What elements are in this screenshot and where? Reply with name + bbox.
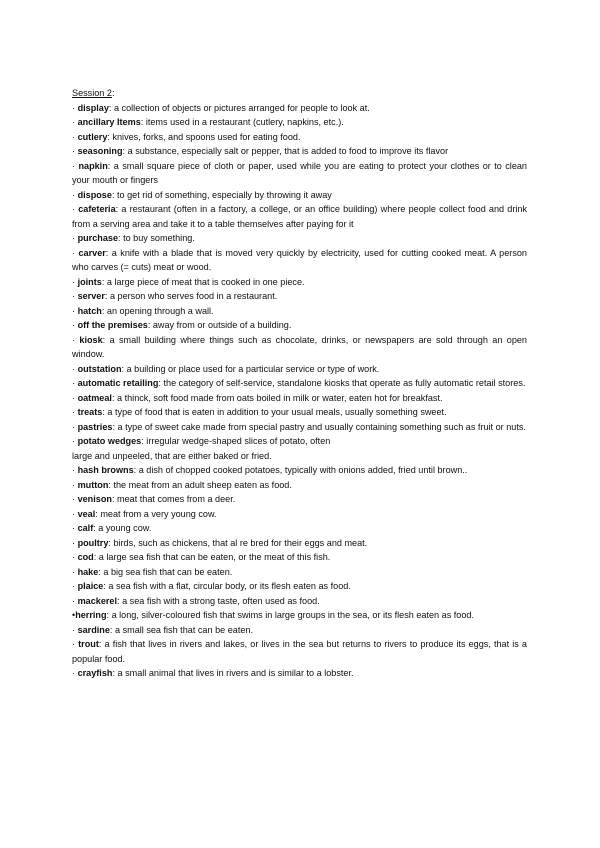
glossary-entry	[72, 507, 527, 522]
entry-definition: a restaurant (often in a factory, a college, or an office building) where people collect food and drink from a serving area and take it to a table themselves after paying for it	[72, 204, 527, 229]
glossary-entry	[72, 434, 527, 449]
entry-bullet: ·	[72, 291, 78, 301]
entry-definition: birds, such as chickens, that al re bred for their eggs and meat.	[113, 537, 368, 548]
entry-bullet: ·	[72, 639, 79, 649]
glossary-entry	[72, 405, 527, 420]
entry-definition: a building or place used for a particular service or type of work.	[126, 363, 380, 374]
entry-bullet: ·	[72, 233, 78, 243]
entry-separator: :	[141, 436, 147, 446]
entry-separator: :	[102, 334, 110, 345]
entry-term: cod	[77, 552, 94, 562]
entry-term: trout	[78, 639, 99, 649]
entry-term: napkin	[78, 160, 108, 171]
entry-bullet: ·	[72, 305, 78, 316]
document-page	[72, 86, 527, 681]
glossary-entry	[72, 608, 527, 623]
entry-bullet: ·	[72, 421, 78, 432]
entry-separator: :	[107, 131, 113, 142]
entry-definition: meat that comes from a deer.	[117, 494, 236, 504]
entry-definition: a dish of chopped cooked potatoes, typically with onions added, fried until brown..	[138, 465, 468, 475]
entry-definition: a type of food that is eaten in addition to your usual meals, usually something sweet.	[107, 407, 447, 417]
entry-separator: :	[109, 624, 115, 635]
glossary-entry	[72, 594, 527, 609]
entry-separator: :	[133, 465, 139, 475]
entry-term: display	[77, 102, 109, 113]
entry-term: kiosk	[79, 334, 103, 345]
entry-bullet: ·	[72, 479, 78, 490]
entry-term: pastries	[77, 421, 113, 432]
glossary-entry	[72, 376, 527, 391]
entry-separator: :	[117, 595, 123, 606]
entry-bullet: ·	[72, 204, 79, 214]
entry-term: plaice	[77, 581, 104, 591]
entry-term: treats	[77, 407, 103, 417]
entry-term: herring	[75, 610, 107, 620]
entry-separator: :	[107, 160, 114, 171]
entry-definition: irregular wedge-shaped slices of potato, often	[146, 436, 331, 446]
glossary-entry	[72, 391, 527, 406]
glossary-entry	[72, 101, 527, 116]
entry-term: dispose	[77, 189, 112, 200]
entry-separator: :	[93, 523, 99, 533]
entry-separator: :	[122, 146, 128, 156]
entry-bullet: ·	[72, 624, 78, 635]
entry-term: mutton	[77, 479, 109, 490]
entry-bullet: ·	[72, 378, 78, 388]
glossary-entry	[72, 289, 527, 304]
entry-bullet: ·	[72, 276, 78, 287]
entry-separator: :	[106, 610, 112, 620]
glossary-entry	[72, 463, 527, 478]
glossary-entry	[72, 362, 527, 377]
glossary-entry	[72, 318, 527, 333]
entry-definition: a type of sweet cake made from special pastry and usually containing something such as fruit or nuts.	[117, 421, 526, 432]
entry-definition: a sea fish with a flat, circular body, or its flesh eaten as food.	[108, 581, 351, 591]
entry-bullet: ·	[72, 334, 80, 345]
glossary-entry	[72, 637, 527, 666]
glossary-entry	[72, 521, 527, 536]
glossary-entry	[72, 333, 527, 362]
glossary-entry	[72, 420, 527, 435]
session-title-colon: :	[111, 88, 115, 98]
entry-separator: :	[108, 479, 114, 490]
entry-definition: to buy something.	[123, 233, 195, 243]
entry-bullet: ·	[72, 494, 78, 504]
entry-separator: :	[112, 668, 118, 678]
entry-term: oatmeal	[77, 392, 112, 403]
entry-term: joints	[77, 276, 102, 287]
glossary-entry	[72, 159, 527, 188]
glossary-list	[72, 101, 527, 681]
entry-definition: a substance, especially salt or pepper, that is added to food to improve its flavor	[127, 146, 449, 156]
entry-definition: meat from a very young cow.	[100, 508, 217, 519]
entry-bullet: ·	[72, 508, 78, 519]
entry-bullet: ·	[72, 552, 78, 562]
entry-definition: a small animal that lives in rivers and is similar to a lobster.	[117, 668, 354, 678]
entry-definition: a large sea fish that can be eaten, or the meat of this fish.	[98, 552, 331, 562]
entry-definition: the category of self-service, standalone kiosks that operate as fully automatic retail stores.	[163, 378, 526, 388]
entry-term: poultry	[77, 537, 109, 548]
entry-definition: a large piece of meat that is cooked in one piece.	[106, 276, 305, 287]
entry-term: off the premises	[77, 320, 148, 330]
glossary-entry	[72, 536, 527, 551]
entry-bullet: ·	[72, 146, 78, 156]
entry-bullet: ·	[72, 566, 78, 577]
entry-bullet: ·	[72, 189, 78, 200]
entry-definition: a small sea fish that can be eaten.	[114, 624, 253, 635]
entry-separator: :	[98, 566, 104, 577]
entry-bullet: ·	[72, 668, 78, 678]
session-heading	[72, 86, 527, 101]
entry-separator: :	[104, 291, 110, 301]
entry-separator: :	[108, 537, 114, 548]
entry-term: hatch	[77, 305, 102, 316]
entry-bullet: ·	[72, 595, 78, 606]
entry-definition: a big sea fish that can be eaten.	[103, 566, 233, 577]
entry-separator: :	[103, 581, 109, 591]
entry-separator: :	[101, 305, 107, 316]
glossary-entry	[72, 130, 527, 145]
entry-separator: :	[158, 378, 164, 388]
entry-separator: :	[140, 117, 146, 127]
entry-term: veal	[77, 508, 96, 519]
glossary-entry	[72, 188, 527, 203]
entry-separator: :	[147, 320, 153, 330]
entry-term: ancillary Items	[77, 117, 141, 127]
glossary-entry	[72, 231, 527, 246]
entry-bullet: ·	[72, 523, 78, 533]
glossary-entry	[72, 550, 527, 565]
entry-term: seasoning	[77, 146, 123, 156]
entry-separator: :	[108, 102, 114, 113]
entry-bullet: ·	[72, 247, 79, 258]
entry-definition: to get rid of something, especially by throwing it away	[117, 189, 332, 200]
entry-separator: :	[121, 363, 127, 374]
entry-definition: a person who serves food in a restaurant.	[109, 291, 278, 301]
entry-definition: a small building where things such as chocolate, drinks, or newspapers are sold through an open window.	[72, 334, 527, 359]
entry-term: carver	[78, 247, 106, 258]
glossary-entry	[72, 579, 527, 594]
entry-term: hash browns	[77, 465, 134, 475]
entry-definition: a collection of objects or pictures arranged for people to look at.	[113, 102, 370, 113]
entry-separator: :	[105, 247, 112, 258]
entry-term: potato wedges	[77, 436, 142, 446]
entry-separator: :	[112, 421, 118, 432]
glossary-entry	[72, 666, 527, 681]
entry-bullet: ·	[72, 363, 78, 374]
entry-separator: :	[95, 508, 101, 519]
entry-term: calf	[77, 523, 94, 533]
glossary-entry	[72, 246, 527, 275]
entry-term: venison	[77, 494, 112, 504]
entry-term: automatic retailing	[77, 378, 159, 388]
entry-term: hake	[77, 566, 99, 577]
entry-definition: knives, forks, and spoons used for eating food.	[112, 131, 301, 142]
entry-bullet: ·	[72, 392, 78, 403]
glossary-entry	[72, 492, 527, 507]
entry-definition: a long, silver-coloured fish that swims in large groups in the sea, or its flesh eaten as food.	[111, 610, 475, 620]
glossary-entry	[72, 623, 527, 638]
entry-bullet: ·	[72, 160, 79, 171]
glossary-entry	[72, 275, 527, 290]
entry-separator: :	[111, 392, 117, 403]
entry-term: cafeteria	[78, 204, 116, 214]
glossary-entry	[72, 202, 527, 231]
entry-bullet: ·	[72, 581, 78, 591]
entry-separator: :	[118, 233, 124, 243]
entry-bullet: ·	[72, 436, 78, 446]
entry-bullet: ·	[72, 102, 78, 113]
entry-separator: :	[101, 276, 107, 287]
entry-separator: :	[111, 189, 117, 200]
entry-separator: :	[115, 204, 122, 214]
glossary-entry	[72, 304, 527, 319]
entry-definition: a thinck, soft food made from oats boiled in milk or water, eaten hot for breakfast.	[117, 392, 443, 403]
entry-term: server	[77, 291, 105, 301]
entry-definition: an opening through a wall.	[106, 305, 214, 316]
entry-term: cutlery	[77, 131, 108, 142]
entry-bullet: •	[72, 610, 76, 620]
entry-definition: a young cow.	[98, 523, 152, 533]
entry-definition: away from or outside of a building.	[152, 320, 292, 330]
entry-bullet: ·	[72, 131, 78, 142]
entry-separator: :	[98, 639, 105, 649]
entry-bullet: ·	[72, 117, 78, 127]
glossary-entry-continuation: large and unpeeled, that are either baked or fried.	[72, 450, 272, 461]
glossary-entry	[72, 565, 527, 580]
entry-term: sardine	[77, 624, 110, 635]
entry-bullet: ·	[72, 407, 78, 417]
entry-definition: the meat from an adult sheep eaten as food.	[113, 479, 292, 490]
entry-bullet: ·	[72, 320, 78, 330]
glossary-entry	[72, 478, 527, 493]
entry-separator: :	[93, 552, 99, 562]
entry-bullet: ·	[72, 537, 78, 548]
entry-definition: items used in a restaurant (cutlery, napkins, etc.).	[145, 117, 344, 127]
entry-definition: a knife with a blade that is moved very quickly by electricity, used for cutting cooked meat. A person who carves (= cuts) meat or wood.	[72, 247, 527, 272]
entry-bullet: ·	[72, 465, 78, 475]
entry-definition: a fish that lives in rivers and lakes, or lives in the sea but returns to rivers to produce its eggs, that is a popular food.	[72, 639, 527, 664]
entry-term: crayfish	[77, 668, 113, 678]
session-title: Session 2	[72, 88, 112, 98]
glossary-entry	[72, 144, 527, 159]
glossary-entry	[72, 115, 527, 130]
entry-definition: a sea fish with a strong taste, often used as food.	[122, 595, 320, 606]
entry-definition: a small square piece of cloth or paper, used while you are eating to protect your clothes or to clean your mouth or fingers	[72, 160, 527, 185]
entry-term: outstation	[77, 363, 122, 374]
entry-separator: :	[102, 407, 108, 417]
entry-separator: :	[111, 494, 117, 504]
entry-term: mackerel	[77, 595, 118, 606]
entry-term: purchase	[77, 233, 118, 243]
